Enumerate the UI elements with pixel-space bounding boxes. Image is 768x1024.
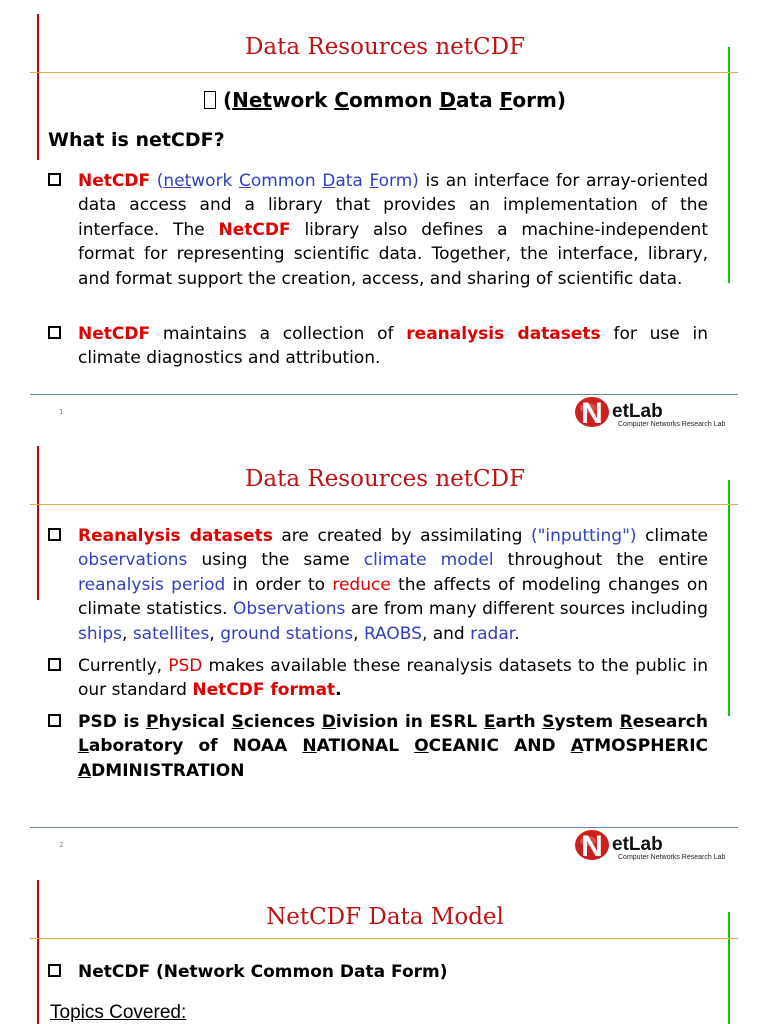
page-number: 1 bbox=[59, 408, 64, 416]
logo-name: etLab bbox=[612, 401, 663, 422]
checkbox-bullet-icon bbox=[48, 528, 61, 541]
logo-letter: N bbox=[581, 397, 603, 429]
slide-subtitle: (Network Common Data Form) bbox=[30, 90, 740, 110]
checkbox-bullet-icon bbox=[48, 173, 61, 186]
title-rule bbox=[30, 938, 738, 939]
slide-title: NetCDF Data Model bbox=[266, 904, 504, 930]
bullet-text: PSD is Physical Sciences Division in ESRL Earth System Research Laboratory of NOAA NATIONAL OCEANIC AND ATMOSPHERIC ADMINISTRATION bbox=[78, 712, 708, 781]
bullet-item bbox=[48, 524, 708, 646]
checkbox-bullet-icon bbox=[48, 714, 61, 727]
bullet-item bbox=[48, 322, 708, 371]
netlab-logo bbox=[574, 828, 766, 862]
logo-tagline: Computer Networks Research Lab bbox=[618, 421, 726, 428]
netlab-logo bbox=[574, 395, 766, 429]
slide-title: Data Resources netCDF bbox=[244, 466, 526, 492]
slide-2 bbox=[0, 432, 768, 864]
slide-title: Data Resources netCDF bbox=[244, 34, 526, 60]
bullet-text: NetCDF (network Common Data Form) is an interface for array-oriented data access and a library that provides an implementation of the interface. The NetCDF library also defines a machine-independent format for representing scientific data. Together, the interface, library, and format support the creation, access, and sharing of scientific data. bbox=[78, 171, 708, 289]
bullet-text: NetCDF (Network Common Data Form) bbox=[78, 962, 448, 982]
logo-tagline: Computer Networks Research Lab bbox=[618, 854, 726, 861]
logo-name: etLab bbox=[612, 834, 663, 855]
bullet-item bbox=[48, 960, 708, 984]
checkbox-bullet-icon bbox=[48, 658, 61, 671]
slide-1 bbox=[0, 0, 768, 432]
bullet-text: Reanalysis datasets are created by assimilating ("inputting") climate observations using the same climate model throughout the entire reanalysis period in order to reduce the affects of modeling changes on climate statistics. Observations are from many different sources including ships, satellites, ground stations, RAOBS, and radar. bbox=[78, 526, 709, 644]
bullet-item bbox=[48, 654, 708, 703]
page-number: 2 bbox=[59, 841, 64, 849]
bullet-text: Currently, PSD makes available these reanalysis datasets to the public in our standard NetCDF format. bbox=[78, 656, 708, 701]
bullet-item bbox=[48, 169, 708, 291]
logo-letter: N bbox=[581, 830, 603, 862]
title-rule bbox=[30, 72, 738, 73]
bullet-item bbox=[48, 710, 708, 783]
red-accent-bar bbox=[37, 880, 39, 1024]
missing-glyph-icon bbox=[204, 91, 216, 109]
bullet-text: NetCDF maintains a collection of reanalysis datasets for use in climate diagnostics and attribution. bbox=[78, 324, 708, 369]
topics-heading: Topics Covered: bbox=[50, 1002, 187, 1023]
slide-3 bbox=[0, 864, 768, 1024]
green-accent-bar bbox=[728, 480, 730, 716]
title-rule bbox=[30, 504, 738, 505]
section-heading: What is netCDF? bbox=[48, 129, 225, 151]
green-accent-bar bbox=[728, 47, 730, 283]
checkbox-bullet-icon bbox=[48, 964, 61, 977]
checkbox-bullet-icon bbox=[48, 326, 61, 339]
